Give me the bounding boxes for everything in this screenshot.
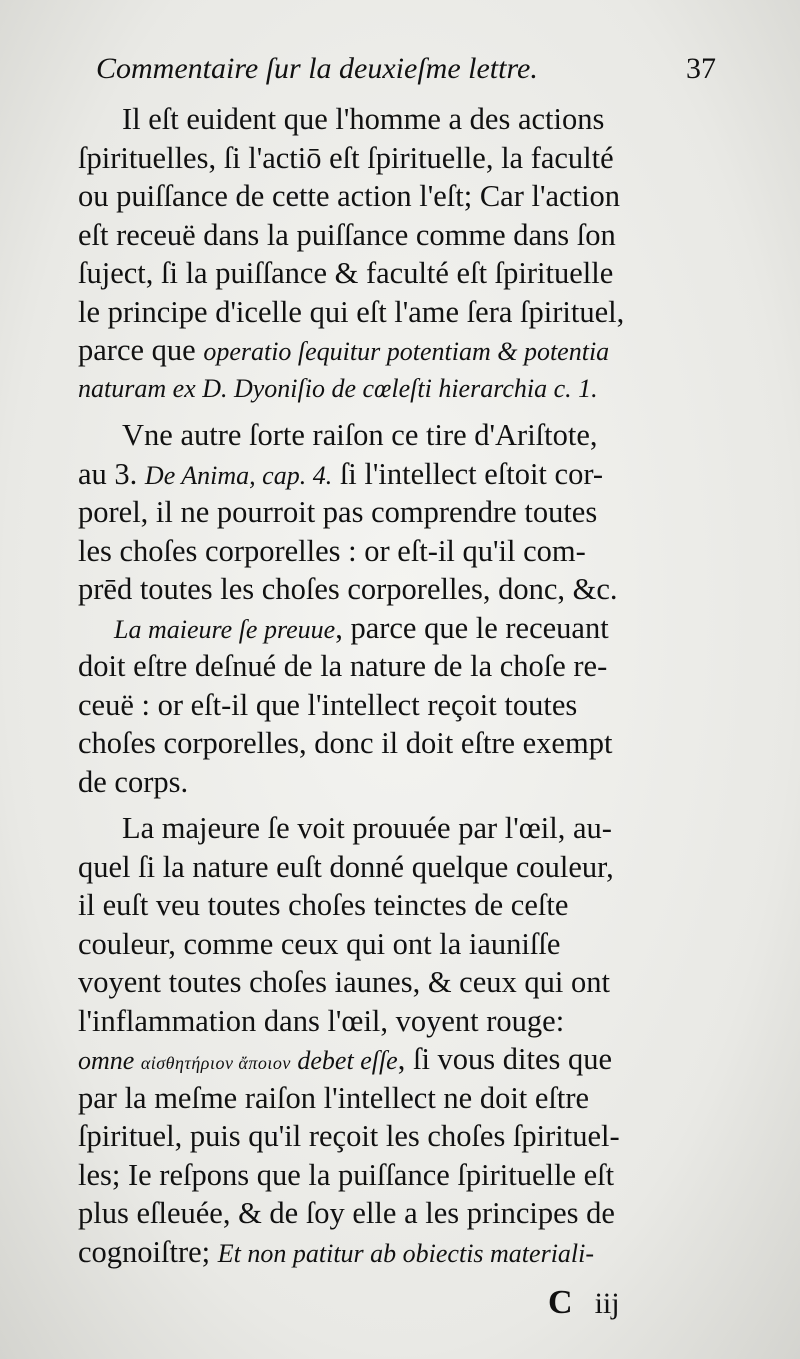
text-run: cognoiſtre; [78, 1234, 218, 1269]
text-line: Vne autre ſorte raiſon ce tire d'Ariſtote, [122, 418, 598, 452]
text-line: ſpirituelles, ſi l'actiō eſt ſpirituelle, la faculté [78, 140, 614, 175]
running-header [96, 52, 716, 96]
latin-citation: naturam ex D. Dyoniſio de cœleſti hierarchia c. 1. [78, 373, 598, 403]
text-line: plus eſleuée, & de ſoy elle a les principes de [78, 1196, 615, 1230]
text-line [78, 1040, 738, 1079]
citation: De Anima, cap. 4. [144, 460, 333, 490]
text-run: parce que [78, 333, 204, 367]
latin-phrase: Et non patitur ab obiectis materiali- [217, 1238, 595, 1268]
text-line: ſpirituel, puis qu'il reçoit les choſes ſpirituel- [78, 1119, 620, 1153]
page-number: 37 [686, 52, 716, 85]
text-line: couleur, comme ceux qui ont la iauniſſe [78, 926, 561, 961]
signature-letter: C [548, 1284, 573, 1321]
text-line: le principe d'icelle qui eſt l'ame ſera ſpirituel, [78, 294, 625, 329]
text-line [78, 455, 738, 494]
text-line [78, 609, 738, 648]
text-line [78, 331, 738, 370]
text-line: ceuë : or eſt-il que l'intellect reçoit toutes [78, 687, 578, 722]
signature-mark [548, 1284, 668, 1324]
text-line: l'inflammation dans l'œil, voyent rouge: [78, 1003, 565, 1038]
text-line: porel, il ne pourroit pas comprendre toutes [78, 495, 598, 529]
text-line: par la meſme raiſon l'intellect ne doit eſtre [78, 1080, 590, 1115]
text-body [78, 100, 738, 1271]
text-line: il euſt veu toutes choſes teinctes de ceſte [78, 888, 569, 922]
text-run: au 3. [78, 456, 145, 491]
text-line: les choſes corporelles : or eſt-il qu'il com- [78, 533, 586, 568]
text-run: , parce que le receuant [335, 610, 609, 645]
latin-quotation: operatio ſequitur potentiam & potentia [203, 337, 610, 366]
text-line: de corps. [78, 764, 189, 799]
text-line: Il eſt euident que l'homme a des actions [122, 102, 605, 136]
text-line: ſuject, ſi la puiſſance & faculté eſt ſpirituelle [78, 256, 614, 290]
text-line: prēd toutes les choſes corporelles, donc, &c. [78, 572, 618, 606]
text-line: voyent toutes choſes iaunes, & ceux qui ont [78, 965, 610, 999]
text-run: ſi l'intellect eſtoit cor- [332, 456, 604, 491]
latin-phrase: debet eſſe [290, 1046, 398, 1075]
text-line: ou puiſſance de cette action l'eſt; Car l'action [78, 179, 620, 213]
text-run: , ſi vous dites que [397, 1042, 613, 1076]
text-line: les; Ie reſpons que la puiſſance ſpirituelle eſt [78, 1157, 615, 1192]
text-line [78, 1233, 738, 1272]
signature-number: iij [594, 1287, 620, 1320]
text-line: doit eſtre deſnué de la nature de la choſe re- [78, 649, 608, 683]
text-line: eſt receuë dans la puiſſance comme dans ſon [78, 217, 616, 252]
latin-phrase: omne [78, 1046, 141, 1075]
italic-phrase: La maieure ſe preuue [114, 614, 336, 644]
running-title: Commentaire ſur la deuxieſme lettre. [96, 52, 538, 85]
text-line: La majeure ſe voit prouuée par l'œil, au- [122, 811, 612, 845]
text-line: choſes corporelles, donc il doit eſtre exempt [78, 726, 613, 760]
text-line: quel ſi la nature euſt donné quelque couleur, [78, 849, 614, 884]
greek-phrase: αἰσθητήριον ἄποιον [140, 1053, 291, 1073]
